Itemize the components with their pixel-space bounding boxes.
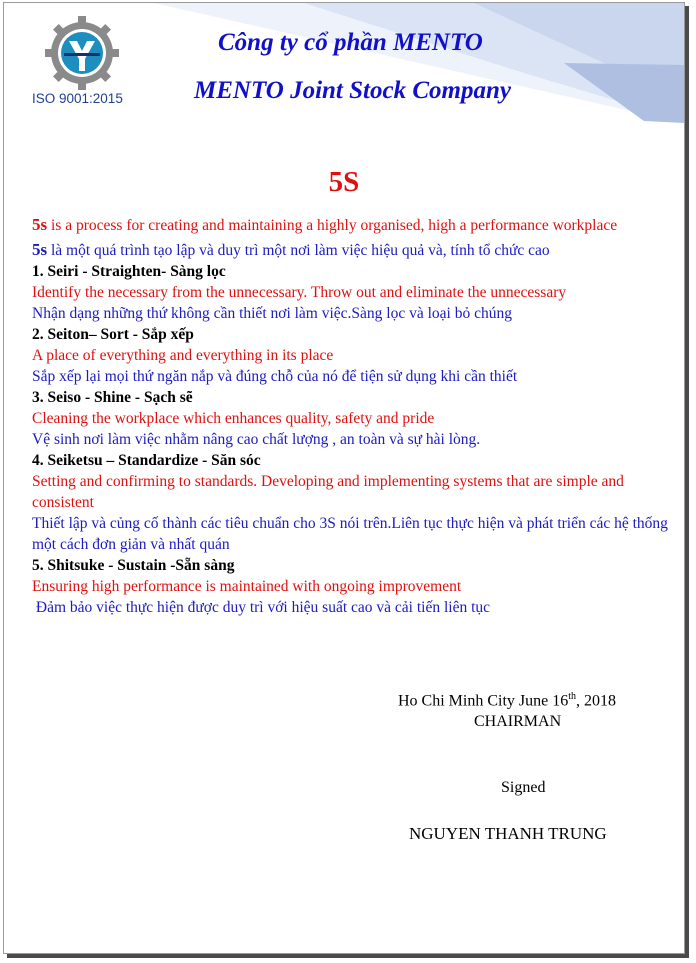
company-logo-icon [42,15,122,91]
iso-certification: ISO 9001:2015 [32,91,123,106]
item-2-vietnamese: Sắp xếp lại mọi thứ ngăn nắp và đúng chỗ của nó để tiện sử dụng khi cần thiết [32,368,518,385]
item-1-english: Identify the necessary from the unnecessary. Throw out and eliminate the unnecessary [32,284,567,301]
intro-vn-lead: 5s [32,240,48,259]
document-page [3,2,685,954]
item-4-english: Setting and confirming to standards. Developing and implementing systems that are simple and consistent [32,473,624,511]
item-1-vietnamese: Nhận dạng những thứ không cần thiết nơi làm việc.Sàng lọc và loại bỏ chúng [32,305,512,322]
document-body [32,214,672,618]
item-3-vietnamese: Vệ sinh nơi làm việc nhằm nâng cao chất lượng , an toàn và sự hài lòng. [32,431,481,448]
place-and-date [398,691,616,710]
item-2-english: A place of everything and everything in its place [32,347,334,364]
company-name-vietnamese: Công ty cổ phần MENTO [218,29,483,56]
intro-vn-text: là một quá trình tạo lập và duy trì một nơi làm việc hiệu quả và, tính tổ chức cao [47,242,550,259]
date-suffix: , 2018 [576,692,617,710]
item-3-heading: 3. Seiso - Shine - Sạch sẽ [32,389,193,406]
item-4-vietnamese: Thiết lập và củng cố thành các tiêu chuẩn cho 3S nói trên.Liên tục thực hiện và phát triển các hệ thống một cách đơn giản và nhất quán [32,515,668,553]
item-2-heading: 2. Seiton– Sort - Sắp xếp [32,326,194,343]
intro-en-lead: 5s [32,215,48,234]
company-name-english: MENTO Joint Stock Company [194,77,511,104]
item-3-english: Cleaning the workplace which enhances quality, safety and pride [32,410,435,427]
item-4-heading: 4. Seiketsu – Standardize - Săn sóc [32,452,261,469]
letterhead [4,3,684,133]
intro-english [32,214,672,236]
item-5-english: Ensuring high performance is maintained with ongoing improvement [32,578,462,595]
signed-note: Signed [501,779,546,796]
item-5-vietnamese: Đảm bảo việc thực hiện được duy trì với hiệu suất cao và cải tiến liên tục [32,599,491,616]
item-5-heading: 5. Shitsuke - Sustain -Sẵn sàng [32,557,235,574]
intro-vietnamese [32,239,672,261]
signer-role: CHAIRMAN [474,713,562,730]
date-ordinal: th [568,691,577,702]
date-prefix: Ho Chi Minh City June 16 [398,692,569,710]
signer-name: NGUYEN THANH TRUNG [409,824,607,843]
item-1-heading: 1. Seiri - Straighten- Sàng lọc [32,263,226,280]
document-title: 5S [328,166,360,198]
intro-en-text: is a process for creating and maintaining a highly organised, high a performance workplace [47,217,618,234]
